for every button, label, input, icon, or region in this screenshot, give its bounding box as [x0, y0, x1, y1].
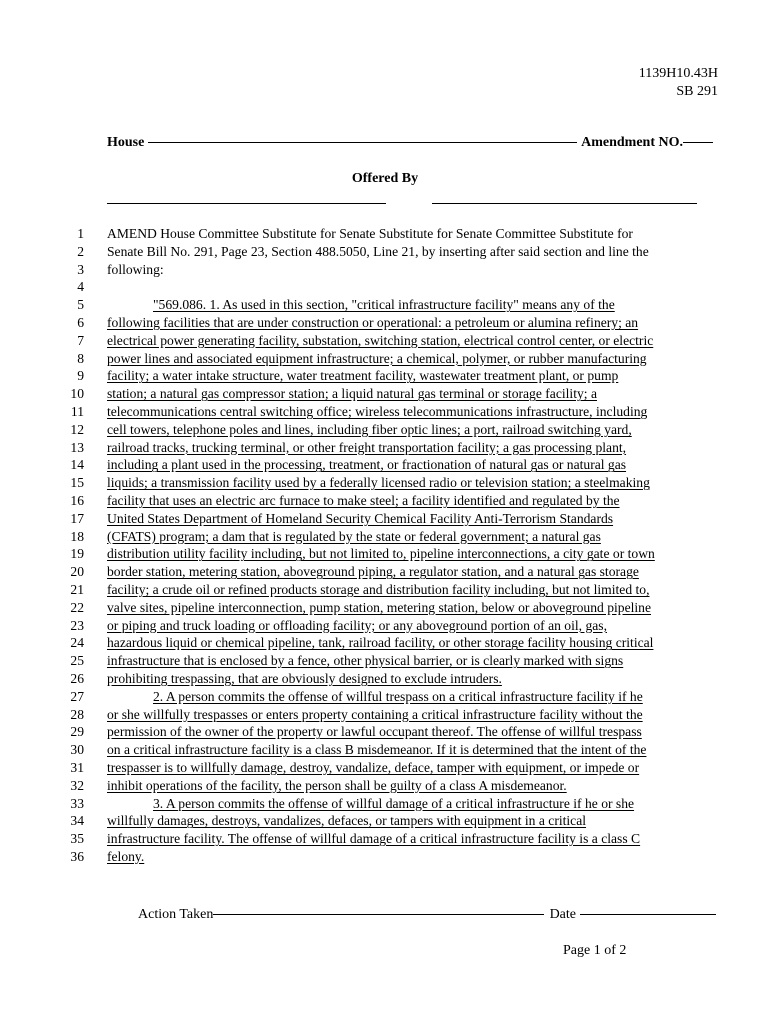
line-text: United States Department of Homeland Security Chemical Facility Anti-Terrorism Standards — [107, 510, 614, 526]
text-line — [0, 439, 770, 457]
line-number: 12 — [70, 421, 84, 437]
text-line — [0, 581, 770, 599]
line-text: infrastructure that is enclosed by a fence, other physical barrier, or is clearly marked with signs — [107, 653, 624, 669]
line-text: power lines and associated equipment infrastructure; a chemical, polymer, or rubber manufacturing — [107, 350, 647, 366]
line-number: 35 — [70, 831, 84, 847]
text-line — [0, 634, 770, 652]
line-number: 6 — [77, 314, 84, 330]
offered-by-signature-line-right — [432, 203, 697, 204]
text-line — [0, 261, 770, 279]
line-number: 7 — [77, 332, 84, 348]
line-number: 3 — [77, 261, 84, 277]
line-number: 24 — [70, 635, 84, 651]
text-line — [0, 367, 770, 385]
line-text: 3. A person commits the offense of willful damage of a critical infrastructure if he or she — [153, 795, 635, 811]
text-line — [0, 812, 770, 830]
line-text: telecommunications central switching office; wireless telecommunications infrastructure, including — [107, 403, 648, 419]
text-line — [0, 777, 770, 795]
action-taken-label: Action Taken — [138, 907, 214, 922]
line-number: 31 — [70, 759, 84, 775]
text-line — [0, 456, 770, 474]
line-text: on a critical infrastructure facility is a class B misdemeanor. If it is determined that the intent of the — [107, 742, 647, 758]
text-line — [0, 795, 770, 813]
text-line — [0, 670, 770, 688]
line-number: 25 — [70, 653, 84, 669]
line-number: 11 — [70, 403, 84, 419]
line-number: 23 — [70, 617, 84, 633]
line-text: infrastructure facility. The offense of willful damage of a critical infrastructure facility is a class C — [107, 831, 641, 847]
text-line — [0, 314, 770, 332]
line-text: trespasser is to willfully damage, destroy, vandalize, deface, tamper with equipment, or impede or — [107, 759, 640, 775]
line-text: border station, metering station, aboveground piping, a regulator station, and a natural gas storage — [107, 564, 639, 580]
text-line — [0, 652, 770, 670]
text-line — [0, 848, 770, 866]
line-text: liquids; a transmission facility used by a federally licensed radio or television station; a steelmaking — [107, 475, 650, 491]
amendment-number-label: Amendment NO. — [581, 135, 683, 150]
line-text: prohibiting trespassing, that are obviously designed to exclude intruders. — [107, 670, 502, 686]
line-number: 2 — [77, 243, 84, 259]
offered-by-label: Offered By — [351, 171, 419, 186]
line-text: Senate Bill No. 291, Page 23, Section 488.5050, Line 21, by inserting after said section and line the — [107, 243, 649, 259]
bill-code: 1139H10.43H — [638, 66, 718, 81]
line-text: facility that uses an electric arc furnace to make steel; a facility identified and regulated by the — [107, 492, 620, 508]
line-text: distribution utility facility including, but not limited to, pipeline interconnections, a city gate or town — [107, 546, 655, 562]
text-line — [0, 528, 770, 546]
action-taken-row — [138, 907, 716, 923]
line-text: facility; a water intake structure, water treatment facility, wastewater treatment plant, or pump — [107, 368, 619, 384]
line-number: 17 — [70, 510, 84, 526]
line-text: railroad tracks, trucking terminal, or other freight transportation facility; a gas processing plant, — [107, 439, 627, 455]
line-number: 28 — [70, 706, 84, 722]
line-number: 9 — [77, 368, 84, 384]
line-number: 4 — [77, 279, 84, 295]
line-number: 19 — [70, 546, 84, 562]
text-line — [0, 421, 770, 439]
text-line — [0, 510, 770, 528]
line-number: 22 — [70, 599, 84, 615]
amendment-body — [0, 225, 770, 866]
date-blank-line — [580, 914, 716, 915]
line-number: 34 — [70, 813, 84, 829]
house-label: House — [107, 135, 145, 150]
line-text: AMEND House Committee Substitute for Senate Substitute for Senate Committee Substitute for — [107, 226, 633, 241]
line-number: 30 — [70, 742, 84, 758]
line-number: 26 — [70, 670, 84, 686]
line-text: 2. A person commits the offense of willful trespass on a critical infrastructure facility if he — [153, 688, 643, 704]
line-number: 29 — [70, 724, 84, 740]
line-text: station; a natural gas compressor station; a liquid natural gas terminal or storage facility; a — [107, 386, 597, 402]
line-number: 8 — [77, 350, 84, 366]
text-line — [0, 296, 770, 314]
line-number: 5 — [77, 297, 84, 313]
text-line — [0, 492, 770, 510]
line-text: "569.086. 1. As used in this section, "critical infrastructure facility" means any of the — [153, 297, 615, 313]
amendment-number-blank — [683, 142, 713, 143]
text-line — [0, 599, 770, 617]
text-line — [0, 741, 770, 759]
offered-by-signature-line-left — [107, 203, 386, 204]
line-text: following facilities that are under construction or operational: a petroleum or alumina refinery; an — [107, 314, 639, 330]
text-line — [0, 759, 770, 777]
text-line — [0, 278, 770, 296]
line-text: felony. — [107, 848, 145, 864]
line-text: willfully damages, destroys, vandalizes, defaces, or tampers with equipment in a critical — [107, 813, 587, 829]
house-blank-line — [148, 142, 577, 143]
line-number: 32 — [70, 777, 84, 793]
line-number: 33 — [70, 795, 84, 811]
line-text: including a plant used in the processing, treatment, or fractionation of natural gas or natural gas — [107, 457, 627, 473]
amendment-header-row — [107, 135, 713, 151]
text-line — [0, 688, 770, 706]
page-number: Page 1 of 2 — [563, 943, 627, 958]
text-line — [0, 830, 770, 848]
text-line — [0, 723, 770, 741]
line-text: valve sites, pipeline interconnection, pump station, metering station, below or aboveground pipeline — [107, 599, 651, 615]
text-line — [0, 243, 770, 261]
line-number: 27 — [70, 688, 84, 704]
text-line — [0, 706, 770, 724]
line-text: or she willfully trespasses or enters property containing a critical infrastructure facility without the — [107, 706, 643, 722]
line-number: 14 — [70, 457, 84, 473]
line-number: 16 — [70, 492, 84, 508]
line-text: following: — [107, 261, 164, 277]
line-number: 21 — [70, 581, 84, 597]
line-text: facility; a crude oil or refined products storage and distribution facility including, but not limited to, — [107, 581, 650, 597]
text-line — [0, 225, 770, 243]
text-line — [0, 403, 770, 421]
line-text: cell towers, telephone poles and lines, including fiber optic lines; a port, railroad switching yard, — [107, 421, 632, 437]
line-number: 15 — [70, 475, 84, 491]
text-line — [0, 385, 770, 403]
document-id-block — [639, 65, 718, 101]
line-number: 1 — [77, 226, 84, 241]
text-line — [0, 350, 770, 368]
line-text: or piping and truck loading or offloading facility; or any aboveground portion of an oil, gas, — [107, 617, 607, 633]
line-number: 36 — [70, 848, 84, 864]
line-text: electrical power generating facility, substation, switching station, electrical control center, or electric — [107, 332, 654, 348]
text-line — [0, 474, 770, 492]
line-text: hazardous liquid or chemical pipeline, tank, railroad facility, or other storage facility housing critical — [107, 635, 654, 651]
line-text: (CFATS) program; a dam that is regulated by the state or federal government; a natural gas — [107, 528, 601, 544]
text-line — [0, 563, 770, 581]
bill-number: SB 291 — [676, 84, 718, 99]
line-number: 13 — [70, 439, 84, 455]
text-line — [0, 545, 770, 563]
line-number: 18 — [70, 528, 84, 544]
text-line — [0, 617, 770, 635]
line-number: 10 — [70, 386, 84, 402]
line-number: 20 — [70, 564, 84, 580]
date-label: Date — [549, 907, 576, 922]
action-taken-blank-line — [213, 914, 543, 915]
line-text: inhibit operations of the facility, the person shall be guilty of a class A misdemeanor. — [107, 777, 567, 793]
line-text: permission of the owner of the property or lawful occupant thereof. The offense of willful trespass — [107, 724, 642, 740]
text-line — [0, 332, 770, 350]
